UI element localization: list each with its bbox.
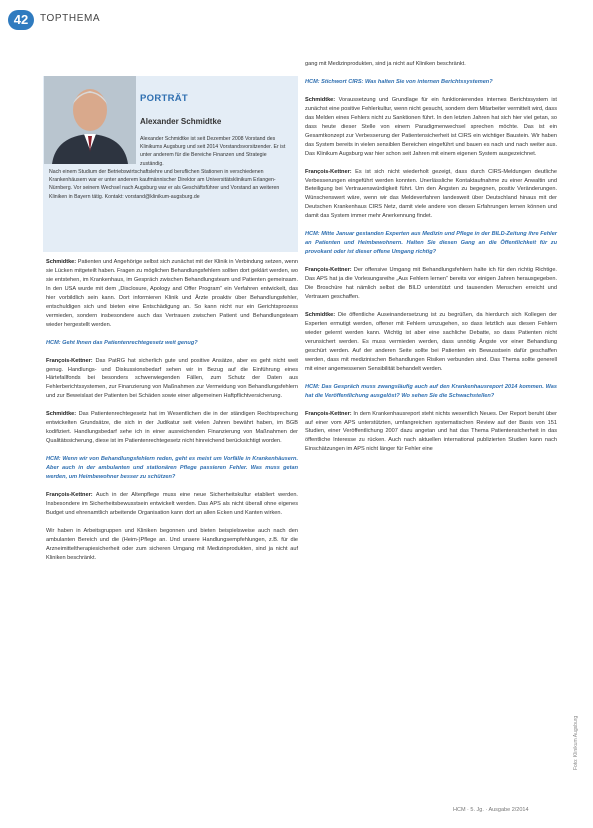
interview-answer <box>305 168 557 222</box>
portrait-photo <box>44 76 136 164</box>
interview-question <box>46 339 298 348</box>
answer-text: Das PatRG hat sicherlich gute und positive Ansätze, aber es geht nicht weit genug. Handlungs- und Diskussionsbedarf sehen wir in Bezug auf die Einführung eines Härtefallfonds bei besonders schwerwiegenden Fällen, zum Schutz der Daten aus Fehlerberichtssystemen, zur Finanzierung von Maßnahmen zur Vermeidung von Behandlungsfehlern und zur Beweislast der Patienten bei Schäden sowie einer allgemeinen Haftpflichtversicherung. <box>46 357 298 400</box>
right-text-column <box>305 60 557 463</box>
speaker-name: Schmidtke: <box>46 411 77 418</box>
interview-question <box>46 455 298 482</box>
left-text-column <box>46 258 298 572</box>
answer-text: Auch in der Altenpflege muss eine neue Sicherheitskultur etabliert werden. Insbesondere im Sicherheitsbewusstsein entwickelt werden. Das APS als nicht überall ohne eigenes Budget und ehrenamtlich arbeitende Organisation kann dort an allen Ecken und Kanten wirken. <box>46 492 298 516</box>
interview-answer <box>46 410 298 446</box>
speaker-name: Schmidtke: <box>305 311 336 318</box>
speaker-name: François-Kettner: <box>305 168 352 175</box>
interview-answer <box>305 410 557 455</box>
answer-text: Das Patientenrechtegesetz hat im Wesentlichen die in der ständigen Rechtsprechung entwickelten Grundsätze, die sich in der Judikatur seit vielen Jahren bewährt haben, im BGB kodifiziert. Handlungsbedarf sehe ich in einer ausreichenden Finanzierung von Maßnahmen der Qualitätssicherung, diese ist im Patientenrechtegesetz nicht hinreichend berücksichtigt worden. <box>46 411 298 445</box>
portrait-bio: Alexander Schmidtke ist seit Dezember 2008 Vorstand des Klinikums Augsburg und seit 2014 Vorstandsvorsitzender. Er ist unter anderem für die Bereiche Finanzen und Strategie zuständig. <box>140 136 286 167</box>
interview-question <box>305 230 557 257</box>
portrait-bio-continued: Nach einem Studium der Betriebswirtschaftslehre und beruflichen Stationen in verschiedenen Krankenhäusern war er unter anderem kaufmännischer Direktor am Universitätsklinikum Erlangen-Nürnberg. Vor seinem Wechsel nach Augsburg war er als Geschäftsführer und Vorstand an weiteren Kliniken in Bayern tätig. Kontakt: vorstand@klinikum-augsburg.de <box>49 169 280 200</box>
speaker-name: Schmidtke: <box>46 259 77 265</box>
interview-answer <box>46 527 298 563</box>
question-text: HCM: Mitte Januar gestanden Experten aus Medizin und Pflege in der BILD-Zeitung ihre Fehler an Patienten und Heimbewohnern. Halten Sie diesen Gang an die Öffentlichkeit für zu provokant oder ist dieser offene Umgang richtig? <box>305 231 557 256</box>
photo-credit: Foto: Klinikum Augsburg <box>573 715 579 770</box>
speaker-name: Schmidtke: <box>305 96 336 103</box>
speaker-name: François-Kettner: <box>46 492 93 499</box>
question-text: HCM: Wenn wir von Behandlungsfehlern reden, geht es meist um Vorfälle in Krankenhäusern. Aber auch in der ambulanten und stationären Pflege passieren Fehler. Was muss getan werden, um Heimbewohner besser zu schützen? <box>46 456 298 481</box>
interview-question <box>305 383 557 401</box>
speaker-name: François-Kettner: <box>305 410 352 417</box>
page-footer: HCM · 5. Jg. · Ausgabe 2/2014 <box>453 807 529 813</box>
answer-text: Es ist sich nicht wiederholt gezeigt, dass durch CIRS-Meldungen deutliche Verbesserungen eingeführt werden konnten. Unerlässliche Kontaktaufnahme zu einer Anwaltin und Beteiligung bei Vertrauenswürdigkeit führt. Um den Ängsten zu begegnen, positiv Veränderungen. Wünschenswert wäre, wenn wir das Meldeverfahren landesweit über Deutschland hinaus mit der Deutschen Krankenhaus CIRS Netz, damit viele andere von diesen Erfahrungen lernen können und damit das System immer mehr Anerkennung findet. <box>305 168 557 220</box>
interview-answer <box>305 266 557 302</box>
answer-text: Der offensive Umgang mit Behandlungsfehlern halte ich für den richtig Richtige. Das APS hat ja die Vorlesungsreihe „Aus Fehlern lernen“ bereits vor einigen Jahren herausgegeben. Die Broschüre hat nämlich selbst die BILD unterstützt und tausenden Menschen erreicht und Vertrauen geschaffen. <box>305 267 557 301</box>
answer-text: Die öffentliche Auseinandersetzung ist zu begrüßen, da hierdurch sich Kollegen der Experten ermutigt werden, offener mit Fehlern umzugehen, so dass letztlich aus diesen Fehlern wieder gelernt werden kann. Wichtig ist aber eine sachliche Debatte, so dass Patienten nicht verunsichert werden. Es muss vermieden werden, dass unnötig Ängste vor einer Behandlung geschürt werden. Auf der anderen Seite sollte bei Patienten ein Bewusstsein dafür geschaffen werden, dass mit medizinischen Behandlungen Risiken verbunden sind. Das Thema sollte generell mit einer angemessenen Sensibilität behandelt werden. <box>305 311 557 372</box>
answer-text: gang mit Medizinprodukten, sind ja nicht auf Kliniken beschränkt. <box>305 61 466 67</box>
interview-answer <box>305 96 557 159</box>
interview-answer <box>305 60 557 69</box>
interview-question <box>305 78 557 87</box>
portrait-title: PORTRÄT <box>140 93 189 104</box>
portrait-name: Alexander Schmidtke <box>140 117 222 126</box>
answer-text: Wir haben in Arbeitsgruppen und Kliniken begonnen und bieten beispielsweise auch nach den ambulanten Bereich und die (Heim-)Pflege an. Und unsere Handlungsempfehlungen, z.B. für die Arzneimitteltherapiesicherheit oder zum sicheren Umgang mit Medizinprodukten, sind ja nicht auf Kliniken beschränkt. <box>46 527 298 561</box>
interview-answer <box>46 357 298 402</box>
question-text: HCM: Das Gespräch muss zwangsläufig auch auf den Krankenhausreport 2014 kommen. Was hat die Veröffentlichung ausgelöst? Wo sehen Sie die Schwachstellen? <box>305 383 557 399</box>
question-text: HCM: Stichwort CIRS: Was halten Sie von internen Berichtssystemen? <box>305 78 493 85</box>
question-text: HCM: Geht Ihnen das Patientenrechtegesetz weit genug? <box>46 339 198 346</box>
interview-answer <box>305 311 557 374</box>
speaker-name: François-Kettner: <box>46 357 93 364</box>
interview-answer <box>46 258 298 330</box>
answer-text: In dem Krankenhausreport steht nichts wesentlich Neues. Der Report beruht über auf einer vom APS unterstützten, umfangreichen systematischen Review auf der Basis von 151 Studien, einer Veröffentlichung 2007 dazu angetan und hat das Thema Patientensicherheit in das öffentliche Interesse zu rücken. Auch nach aktuellen international publizierten Studien kann nach Einschätzungen im APS nicht länger für Fehler eine <box>305 410 557 453</box>
speaker-name: François-Kettner: <box>305 267 352 274</box>
answer-text: Voraussetzung und Grundlage für ein funktionierendes internes Berichtssystem ist zunächst eine positive Fehlerkultur, wenn nicht gesucht, sondern dem Mitarbeiter vermittelt wird, dass das Melden eines Fehlers nicht zu Sanktionen führt. In den letzten Jahren hat sich hier viel getan, so dass heute dieser Stelle von einem Paradigmenwechsel sprechen möchte. Das ist ein Gesamtkonzept zur Verbesserung der Patientensicherheit ist CIRS ein wichtiger Baustein. Wir haben das System bereits in vielen sensiblen Bereichen eingeführt und bauen es nach und nach weiter aus. Das Klinikum Augsburg war hier schon seit Jahren mit einem eigenen System ausgezeichnet. <box>305 96 557 157</box>
section-label: TOPTHEMA <box>40 13 101 24</box>
interview-answer <box>46 491 298 518</box>
answer-text: Patienten und Angehörige selbst sich zunächst mit der Klinik in Verbindung setzen, wenn sie Lücken mitgeteilt haben. Fragen zu möglichen Behandlungsfehlern sollten dort geklärt werden, wo sie entstehen, im Krankenhaus, im Gespräch zwischen Behandlungsteam und Patienten gemeinsam. In den USA wurde mit dem „Disclosure, Apology and Offer Program“ ein Verfahren entwickelt, das hier vorbildlich sein kann. Dort informieren Klinik und Ärzte proaktiv über Behandlungsfehler, entschuldigen sich und bieten eine Entschädigung an. So kann nicht nur ein Gerichtsprozess vermieden, sondern insbesondere auch das Vertrauen zwischen Patient und Behandlungsteam wieder hergestellt werden. <box>46 259 298 328</box>
page-number-badge: 42 <box>8 10 34 30</box>
